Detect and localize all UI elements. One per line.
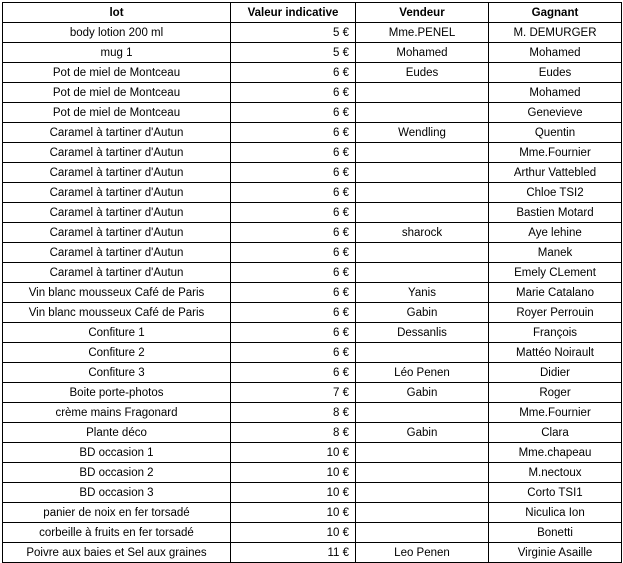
table-row — [3, 163, 622, 183]
cell-lot: Boite porte-photos — [3, 383, 231, 403]
table-row — [3, 423, 622, 443]
table-header — [3, 3, 622, 23]
cell-lot: Caramel à tartiner d'Autun — [3, 243, 231, 263]
column-header-lot: lot — [3, 3, 231, 23]
cell-lot: Caramel à tartiner d'Autun — [3, 263, 231, 283]
table-row — [3, 223, 622, 243]
cell-gagnant: Bastien Motard — [489, 203, 622, 223]
table-row — [3, 463, 622, 483]
cell-vendeur — [356, 263, 489, 283]
table-row — [3, 243, 622, 263]
cell-lot: body lotion 200 ml — [3, 23, 231, 43]
cell-lot: Caramel à tartiner d'Autun — [3, 143, 231, 163]
cell-gagnant: Mohamed — [489, 43, 622, 63]
cell-gagnant: Mme.Fournier — [489, 143, 622, 163]
table-row — [3, 23, 622, 43]
cell-valeur-indicative: 8 € — [231, 423, 356, 443]
cell-gagnant: Arthur Vattebled — [489, 163, 622, 183]
cell-valeur-indicative: 7 € — [231, 383, 356, 403]
cell-vendeur — [356, 103, 489, 123]
cell-lot: BD occasion 2 — [3, 463, 231, 483]
cell-lot: Confiture 1 — [3, 323, 231, 343]
table-row — [3, 363, 622, 383]
cell-valeur-indicative: 6 € — [231, 63, 356, 83]
cell-gagnant: M.nectoux — [489, 463, 622, 483]
cell-gagnant: Clara — [489, 423, 622, 443]
cell-valeur-indicative: 10 € — [231, 443, 356, 463]
table-row — [3, 383, 622, 403]
cell-vendeur — [356, 343, 489, 363]
cell-valeur-indicative: 10 € — [231, 483, 356, 503]
cell-vendeur — [356, 143, 489, 163]
cell-lot: Plante déco — [3, 423, 231, 443]
cell-lot: Poivre aux baies et Sel aux graines — [3, 543, 231, 563]
cell-lot: BD occasion 3 — [3, 483, 231, 503]
table-row — [3, 443, 622, 463]
cell-vendeur: Léo Penen — [356, 363, 489, 383]
cell-vendeur: Dessanlis — [356, 323, 489, 343]
cell-valeur-indicative: 6 € — [231, 343, 356, 363]
cell-gagnant: Virginie Asaille — [489, 543, 622, 563]
cell-vendeur — [356, 483, 489, 503]
cell-valeur-indicative: 10 € — [231, 463, 356, 483]
cell-valeur-indicative: 5 € — [231, 23, 356, 43]
cell-vendeur: Gabin — [356, 303, 489, 323]
cell-vendeur: Gabin — [356, 383, 489, 403]
cell-vendeur — [356, 203, 489, 223]
cell-gagnant: M. DEMURGER — [489, 23, 622, 43]
cell-lot: Pot de miel de Montceau — [3, 103, 231, 123]
cell-vendeur — [356, 523, 489, 543]
cell-vendeur — [356, 443, 489, 463]
cell-vendeur — [356, 403, 489, 423]
cell-lot: BD occasion 1 — [3, 443, 231, 463]
cell-vendeur: Leo Penen — [356, 543, 489, 563]
cell-valeur-indicative: 6 € — [231, 243, 356, 263]
cell-gagnant: François — [489, 323, 622, 343]
table-row — [3, 183, 622, 203]
table-row — [3, 323, 622, 343]
cell-gagnant: Didier — [489, 363, 622, 383]
cell-lot: corbeille à fruits en fer torsadé — [3, 523, 231, 543]
table-row — [3, 143, 622, 163]
cell-valeur-indicative: 6 € — [231, 223, 356, 243]
cell-lot: crème mains Fragonard — [3, 403, 231, 423]
cell-vendeur: Mohamed — [356, 43, 489, 63]
cell-valeur-indicative: 6 € — [231, 363, 356, 383]
cell-gagnant: Chloe TSI2 — [489, 183, 622, 203]
cell-vendeur: Eudes — [356, 63, 489, 83]
cell-valeur-indicative: 6 € — [231, 183, 356, 203]
cell-vendeur: Wendling — [356, 123, 489, 143]
cell-lot: Caramel à tartiner d'Autun — [3, 123, 231, 143]
cell-lot: Confiture 2 — [3, 343, 231, 363]
cell-gagnant: Roger — [489, 383, 622, 403]
cell-vendeur — [356, 183, 489, 203]
cell-valeur-indicative: 6 € — [231, 83, 356, 103]
table-row — [3, 103, 622, 123]
cell-valeur-indicative: 6 € — [231, 103, 356, 123]
column-header-vendeur: Vendeur — [356, 3, 489, 23]
cell-lot: panier de noix en fer torsadé — [3, 503, 231, 523]
table-row — [3, 83, 622, 103]
cell-gagnant: Corto TSI1 — [489, 483, 622, 503]
table-row — [3, 483, 622, 503]
cell-vendeur — [356, 503, 489, 523]
cell-vendeur — [356, 463, 489, 483]
table-row — [3, 343, 622, 363]
cell-vendeur — [356, 163, 489, 183]
cell-valeur-indicative: 6 € — [231, 283, 356, 303]
cell-valeur-indicative: 6 € — [231, 323, 356, 343]
cell-lot: Pot de miel de Montceau — [3, 63, 231, 83]
cell-valeur-indicative: 8 € — [231, 403, 356, 423]
cell-lot: mug 1 — [3, 43, 231, 63]
cell-gagnant: Mohamed — [489, 83, 622, 103]
cell-lot: Vin blanc mousseux Café de Paris — [3, 283, 231, 303]
table-row — [3, 263, 622, 283]
table-row — [3, 283, 622, 303]
cell-valeur-indicative: 6 € — [231, 163, 356, 183]
cell-gagnant: Emely CLement — [489, 263, 622, 283]
cell-gagnant: Mme.Fournier — [489, 403, 622, 423]
cell-gagnant: Aye lehine — [489, 223, 622, 243]
cell-gagnant: Genevieve — [489, 103, 622, 123]
cell-valeur-indicative: 6 € — [231, 143, 356, 163]
cell-valeur-indicative: 6 € — [231, 303, 356, 323]
table-row — [3, 123, 622, 143]
cell-gagnant: Marie Catalano — [489, 283, 622, 303]
cell-vendeur: Gabin — [356, 423, 489, 443]
lots-table — [2, 2, 622, 563]
column-header-gagnant: Gagnant — [489, 3, 622, 23]
cell-lot: Pot de miel de Montceau — [3, 83, 231, 103]
cell-valeur-indicative: 6 € — [231, 263, 356, 283]
table-row — [3, 303, 622, 323]
cell-valeur-indicative: 6 € — [231, 123, 356, 143]
cell-lot: Vin blanc mousseux Café de Paris — [3, 303, 231, 323]
cell-vendeur: Yanis — [356, 283, 489, 303]
cell-vendeur: Mme.PENEL — [356, 23, 489, 43]
cell-valeur-indicative: 5 € — [231, 43, 356, 63]
cell-gagnant: Eudes — [489, 63, 622, 83]
table-row — [3, 503, 622, 523]
cell-gagnant: Quentin — [489, 123, 622, 143]
cell-vendeur — [356, 243, 489, 263]
table-row — [3, 43, 622, 63]
cell-lot: Caramel à tartiner d'Autun — [3, 203, 231, 223]
table-row — [3, 543, 622, 563]
cell-valeur-indicative: 11 € — [231, 543, 356, 563]
cell-lot: Caramel à tartiner d'Autun — [3, 223, 231, 243]
cell-gagnant: Manek — [489, 243, 622, 263]
cell-vendeur — [356, 83, 489, 103]
cell-gagnant: Niculica Ion — [489, 503, 622, 523]
cell-lot: Confiture 3 — [3, 363, 231, 383]
cell-gagnant: Mme.chapeau — [489, 443, 622, 463]
cell-valeur-indicative: 10 € — [231, 503, 356, 523]
cell-gagnant: Bonetti — [489, 523, 622, 543]
cell-gagnant: Mattéo Noirault — [489, 343, 622, 363]
cell-lot: Caramel à tartiner d'Autun — [3, 163, 231, 183]
cell-vendeur: sharock — [356, 223, 489, 243]
table-body — [3, 23, 622, 563]
table-row — [3, 203, 622, 223]
cell-valeur-indicative: 6 € — [231, 203, 356, 223]
table-row — [3, 403, 622, 423]
table-row — [3, 523, 622, 543]
table-row — [3, 63, 622, 83]
column-header-valeur-indicative: Valeur indicative — [231, 3, 356, 23]
cell-valeur-indicative: 10 € — [231, 523, 356, 543]
table-header-row — [3, 3, 622, 23]
cell-gagnant: Royer Perrouin — [489, 303, 622, 323]
cell-lot: Caramel à tartiner d'Autun — [3, 183, 231, 203]
